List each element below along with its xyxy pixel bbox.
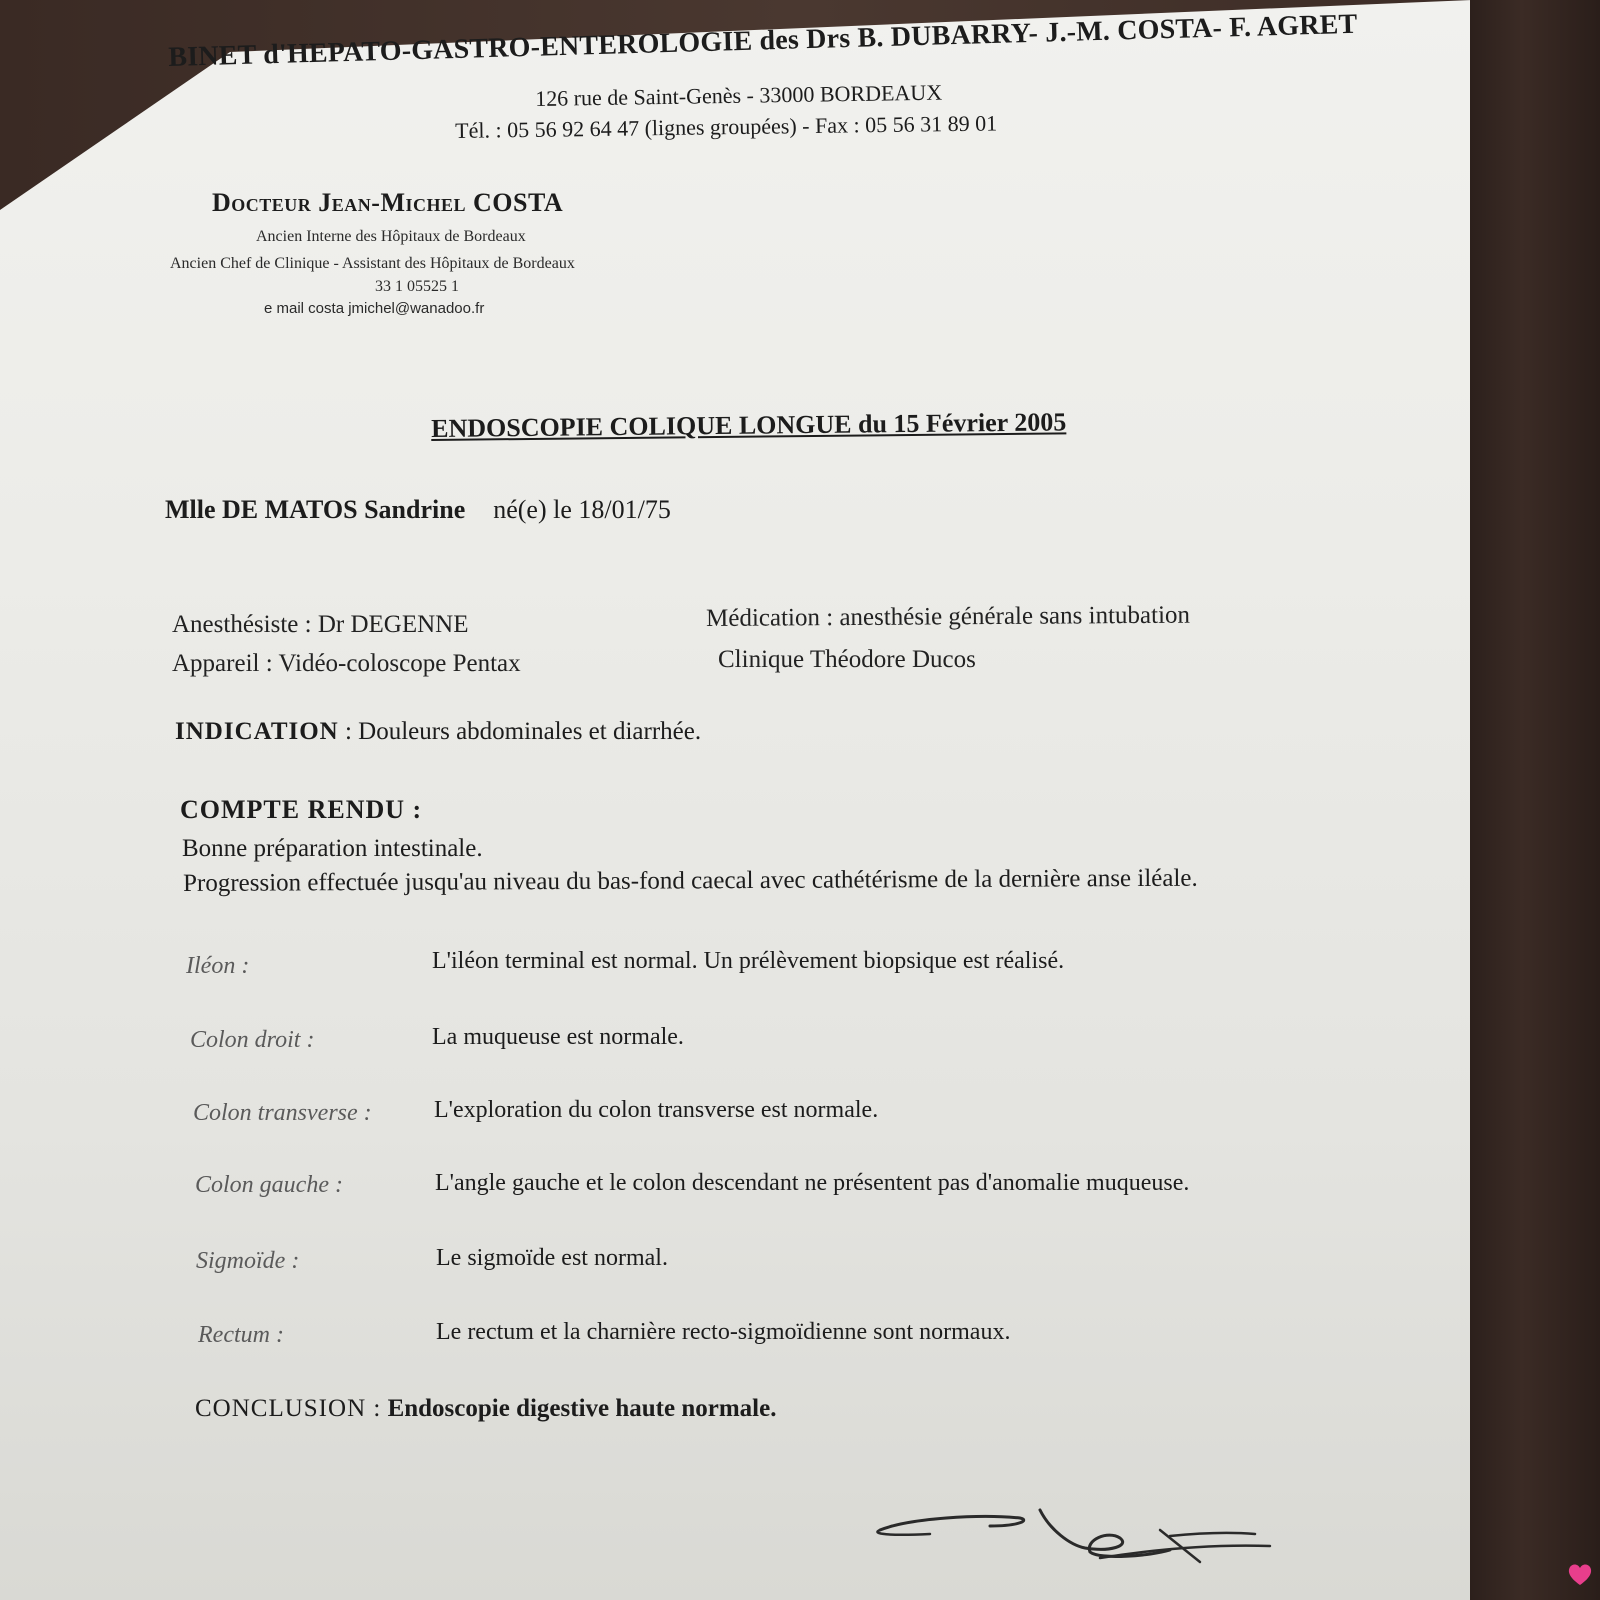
medication-field: Médication : anesthésie générale sans intubation (706, 601, 1191, 632)
section-label-colon-gauche: Colon gauche : (195, 1172, 343, 1198)
section-value-rectum: Le rectum et la charnière recto-sigmoïdienne sont normaux. (436, 1319, 1011, 1345)
report-line-1: Bonne préparation intestinale. (182, 835, 483, 862)
indication-line (175, 718, 701, 746)
doctor-number: 33 1 05525 1 (375, 278, 459, 295)
section-value-colon-transverse: L'exploration du colon transverse est normale. (434, 1097, 879, 1123)
doctor-name: Docteur Jean-Michel COSTA (212, 188, 564, 217)
section-label-colon-droit: Colon droit : (190, 1027, 315, 1053)
section-value-sigmoide: Le sigmoïde est normal. (436, 1245, 668, 1271)
device-field: Appareil : Vidéo-coloscope Pentax (172, 650, 521, 677)
doctor-email: e mail costa jmichel@wanadoo.fr (264, 300, 485, 317)
clinic-field: Clinique Théodore Ducos (718, 646, 976, 673)
patient-name: Mlle DE MATOS Sandrine (165, 495, 466, 524)
report-line-2: Progression effectuée jusqu'au niveau du bas-fond caecal avec cathétérisme de la dernière anse iléale. (183, 864, 1198, 897)
table-background (1470, 0, 1600, 1600)
heart-icon (1566, 1560, 1594, 1588)
signature-icon (870, 1500, 1290, 1590)
practice-phone-fax: Tél. : 05 56 92 64 47 (lignes groupées) - Fax : 05 56 31 89 01 (455, 110, 998, 143)
exam-title: ENDOSCOPIE COLIQUE LONGUE du 15 Février 2005 (431, 407, 1067, 443)
section-value-colon-droit: La muqueuse est normale. (432, 1024, 684, 1050)
anesthesist-field: Anesthésiste : Dr DEGENNE (172, 611, 469, 638)
indication-label: INDICATION (175, 718, 339, 745)
section-value-colon-gauche: L'angle gauche et le colon descendant ne présentent pas d'anomalie muqueuse. (435, 1170, 1190, 1196)
practice-name: BINET d'HEPATO-GASTRO-ENTEROLOGIE des Drs B. DUBARRY- J.-M. COSTA- F. AGRET (168, 8, 1358, 73)
conclusion-line (195, 1395, 776, 1423)
indication-value: : Douleurs abdominales et diarrhée. (338, 718, 702, 745)
section-label-rectum: Rectum : (198, 1322, 284, 1348)
section-label-colon-transverse: Colon transverse : (193, 1100, 372, 1126)
section-label-ileon: Iléon : (186, 953, 250, 979)
patient-line (165, 495, 671, 525)
patient-dob: né(e) le 18/01/75 (493, 495, 671, 524)
report-heading: COMPTE RENDU : (180, 795, 423, 824)
conclusion-label: CONCLUSION : (195, 1395, 382, 1422)
doctor-title-2: Ancien Chef de Clinique - Assistant des Hôpitaux de Bordeaux (170, 255, 575, 272)
doctor-title-1: Ancien Interne des Hôpitaux de Bordeaux (256, 228, 526, 245)
section-label-sigmoide: Sigmoïde : (196, 1248, 300, 1274)
conclusion-value: Endoscopie digestive haute normale. (381, 1395, 777, 1422)
section-value-ileon: L'iléon terminal est normal. Un prélèvement biopsique est réalisé. (432, 948, 1065, 974)
practice-address: 126 rue de Saint-Genès - 33000 BORDEAUX (535, 79, 943, 111)
